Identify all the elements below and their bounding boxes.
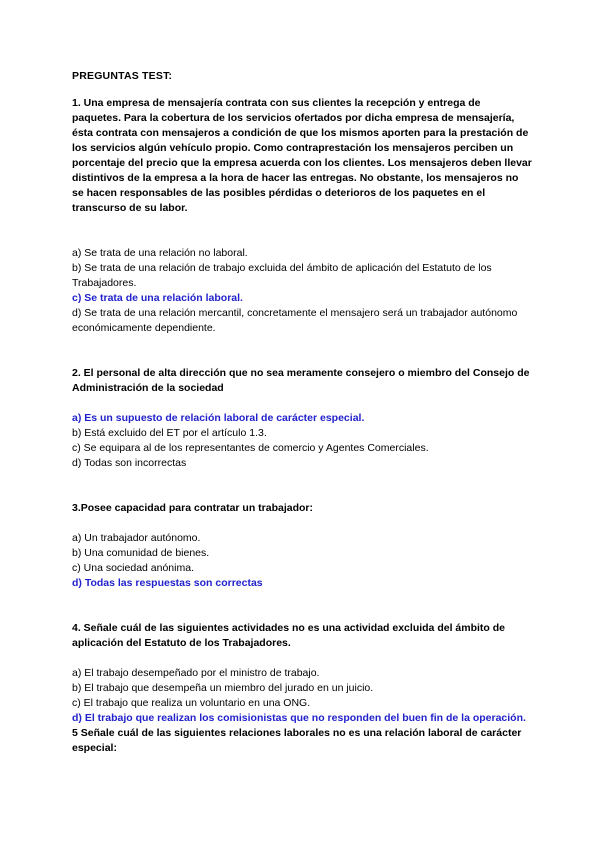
question-5: 5 Señale cuál de las siguientes relaciones laborales no es una relación laboral de carácter especial: <box>72 727 522 754</box>
question-1-option-d: d) Se trata de una relación mercantil, concretamente el mensajero será un trabajador autónomo económicamente dependiente. <box>72 307 518 334</box>
question-1-option-b: b) Se trata de una relación de trabajo excluida del ámbito de aplicación del Estatuto de los Trabajadores. <box>72 262 492 289</box>
document-title: PREGUNTAS TEST: <box>72 70 173 82</box>
question-2-option-b: b) Está excluido del ET por el artículo 1.3. <box>72 427 267 439</box>
question-2-option-a-correct: a) Es un supuesto de relación laboral de carácter especial. <box>72 412 365 424</box>
question-2-option-d: d) Todas son incorrectas <box>72 457 187 469</box>
question-2: 2. El personal de alta dirección que no sea meramente consejero o miembro del Consejo de Administración de la sociedad <box>72 367 530 394</box>
question-3-option-a: a) Un trabajador autónomo. <box>72 532 201 544</box>
question-3-option-d-correct: d) Todas las respuestas son correctas <box>72 577 263 589</box>
question-4-option-d-correct: d) El trabajo que realizan los comisionistas que no responden del buen fin de la operación. <box>72 712 526 724</box>
question-4-option-b: b) El trabajo que desempeña un miembro del jurado en un juicio. <box>72 682 374 694</box>
question-1-options <box>72 246 532 336</box>
question-4-option-a: a) El trabajo desempeñado por el ministro de trabajo. <box>72 667 320 679</box>
question-2-option-c: c) Se equipara al de los representantes de comercio y Agentes Comerciales. <box>72 442 429 454</box>
question-4-options <box>72 666 532 726</box>
question-4: 4. Señale cuál de las siguientes actividades no es una actividad excluida del ámbito de aplicación del Estatuto de los Trabajadores. <box>72 622 505 649</box>
question-2-options <box>72 411 532 471</box>
question-1-option-c-correct: c) Se trata de una relación laboral. <box>72 292 243 304</box>
question-3: 3.Posee capacidad para contratar un trabajador: <box>72 502 313 514</box>
question-3-options <box>72 531 532 591</box>
question-1: 1. Una empresa de mensajería contrata con sus clientes la recepción y entrega de paquetes. Para la cobertura de los servicios ofertados por dicha empresa de mensajería, ésta contrata con mensajeros a condición de que los mismos aporten para la prestación de los servicios algún vehículo propio. Como contraprestación los mensajeros perciben un porcentaje del precio que la empresa acuerda con los clientes. Los mensajeros deben llevar distintivos de la empresa a la hora de hacer las entregas. No obstante, los mensajeros no se hacen responsables de las posibles pérdidas o deterioros de los paquetes en el transcurso de su labor. <box>72 97 532 214</box>
question-3-option-c: c) Una sociedad anónima. <box>72 562 194 574</box>
document-page <box>72 70 532 756</box>
question-1-option-a: a) Se trata de una relación no laboral. <box>72 247 248 259</box>
question-4-option-c: c) El trabajo que realiza un voluntario en una ONG. <box>72 697 311 709</box>
question-3-option-b: b) Una comunidad de bienes. <box>72 547 210 559</box>
